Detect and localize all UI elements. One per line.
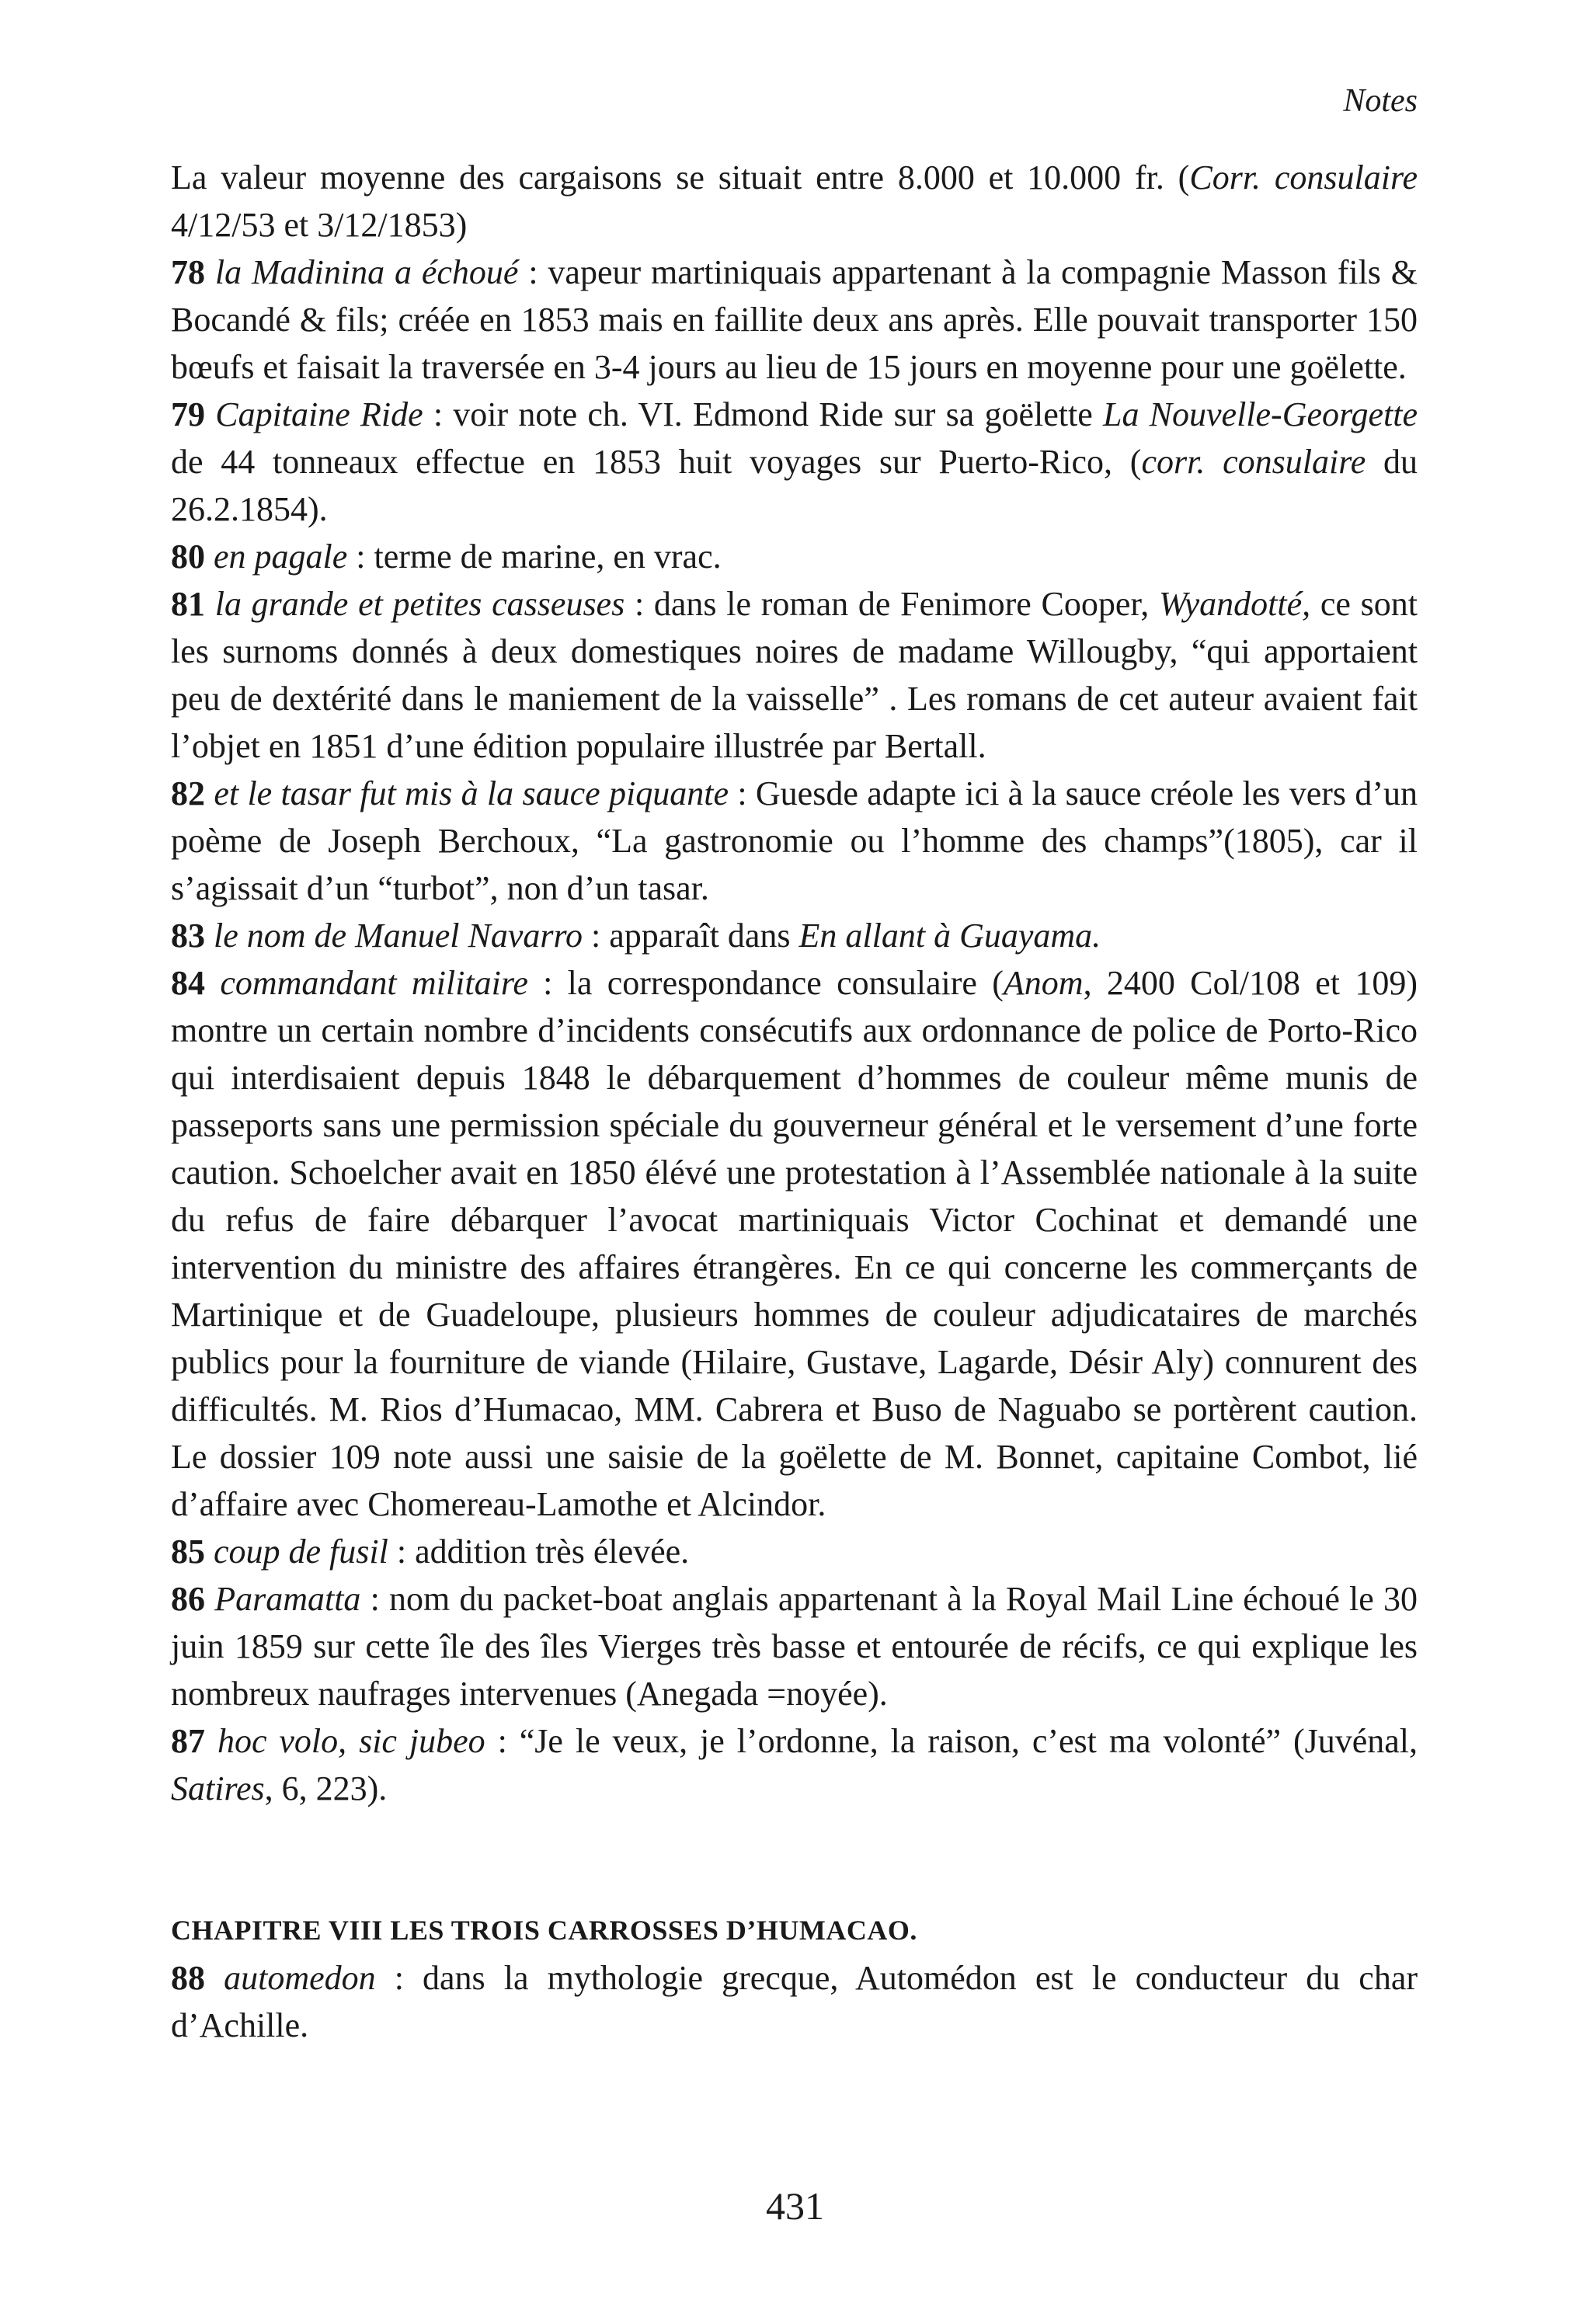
note-term: la grande et petites casseuses xyxy=(214,585,625,623)
note-term: automedon xyxy=(224,1959,376,1997)
note-83 xyxy=(171,912,1418,959)
note-text: : “Je le veux, je l’ordonne, la raison, c’est ma volonté” (Juvénal, xyxy=(485,1722,1418,1760)
note-number: 84 xyxy=(171,964,205,1002)
note-number: 85 xyxy=(171,1533,205,1571)
note-number: 81 xyxy=(171,585,205,623)
note-number: 82 xyxy=(171,774,205,812)
note-term: hoc volo, sic jubeo xyxy=(217,1722,485,1760)
note-italic: Satires xyxy=(171,1769,265,1807)
note-text: , 2400 Col/108 et 109) montre un certain nombre d’incidents consécutifs aux ordonnance de police de Porto-Rico qui interdisaient depuis 1848 le débarquement d’hommes de couleur même munis de passeports sans une permission spéciale du gouverneur général et le versement d’une forte caution. Schoelcher avait en 1850 élévé une protestation à l’Assemblée nationale à la suite du refus de faire débarquer l’avocat martiniquais Victor Cochinat et demandé une intervention du ministre des affaires étrangères. En ce qui concerne les commerçants de Martinique et de Guadeloupe, plusieurs hommes de couleur adjudicataires de marchés publics pour la fourniture de viande (Hilaire, Gustave, Lagarde, Désir Aly) connurent des difficultés. M. Rios d’Humacao, MM. Cabrera et Buso de Naguabo se portèrent caution. Le dossier 109 note aussi une saisie de la goëlette de M. Bonnet, capitaine Combot, lié d’affaire avec Chomereau-Lamothe et Alcindor. xyxy=(171,964,1418,1523)
note-text: : Guesde adapte ici à la sauce créole les vers d’un poème de Joseph Berchoux, “La gastronomie ou l’homme des champs”(1805), car il s’agissait d’un “turbot”, non d’un tasar. xyxy=(171,774,1418,907)
note-term: Capitaine Ride xyxy=(215,395,423,433)
note-term: en pagale xyxy=(214,538,348,576)
note-85 xyxy=(171,1528,1418,1575)
note-text: : nom du packet-boat anglais appartenant à la Royal Mail Line échoué le 30 juin 1859 sur cette île des îles Vierges très basse et entourée de récifs, ce qui explique les nombreux naufrages intervenues (Anegada =noyée). xyxy=(171,1580,1418,1713)
note-number: 87 xyxy=(171,1722,205,1760)
note-text: : la correspondance consulaire ( xyxy=(527,964,1004,1002)
note-text: ce sont les surnoms donnés à deux domestiques noires de madame Willougby, “qui apportaient peu de dextérité dans le maniement de la vaisselle” . Les romans de cet auteur avaient fait l’objet en 1851 d’une édition populaire illustrée par Bertall. xyxy=(171,585,1418,765)
section-gap xyxy=(171,1812,1418,1860)
note-italic: corr. consulaire xyxy=(1141,443,1366,481)
note-term: Paramatta xyxy=(214,1580,361,1618)
note-term: coup de fusil xyxy=(214,1533,388,1571)
note-81 xyxy=(171,580,1418,770)
intro-text-end: 4/12/53 et 3/12/1853) xyxy=(171,206,468,244)
page-number: 431 xyxy=(766,2184,824,2228)
note-82 xyxy=(171,770,1418,912)
note-84 xyxy=(171,959,1418,1528)
note-80 xyxy=(171,533,1418,580)
note-text: de 44 tonneaux effectue en 1853 huit voyages sur Puerto-Rico, ( xyxy=(171,443,1142,481)
note-number: 78 xyxy=(171,253,205,291)
note-number: 86 xyxy=(171,1580,205,1618)
note-text: : dans le roman de Fenimore Cooper, xyxy=(625,585,1160,623)
note-term: la Madinina a échoué xyxy=(214,253,519,291)
note-italic: Wyandotté, xyxy=(1159,585,1311,623)
note-78 xyxy=(171,249,1418,391)
note-number: 80 xyxy=(171,538,205,576)
note-79 xyxy=(171,391,1418,533)
note-term: commandant militaire xyxy=(220,964,528,1002)
note-87 xyxy=(171,1717,1418,1812)
note-text: du 26.2.1854). xyxy=(171,443,1418,528)
note-text: : vapeur martiniquais appartenant à la compagnie Masson fils & Bocandé & fils; créée en 1853 mais en faillite deux ans après. Elle pouvait transporter 150 bœufs et faisait la traversée en 3-4 jours au lieu de 15 jours en moyenne pour une goëlette. xyxy=(171,253,1418,386)
note-number: 83 xyxy=(171,917,205,955)
note-text: : dans la mythologie grecque, Automédon est le conducteur du char d’Achille. xyxy=(171,1959,1418,2044)
note-text: , 6, 223). xyxy=(264,1769,388,1807)
note-italic: La Nouvelle-Georgette xyxy=(1102,395,1418,433)
intro-text: La valeur moyenne des cargaisons se situait entre 8.000 et 10.000 fr. ( xyxy=(171,158,1190,197)
note-term: le nom de Manuel Navarro xyxy=(214,917,583,955)
note-text: : voir note ch. VI. Edmond Ride sur sa goëlette xyxy=(423,395,1103,433)
note-italic: En allant à Guayama. xyxy=(798,917,1101,955)
note-number: 79 xyxy=(171,395,205,433)
intro-paragraph xyxy=(171,154,1418,249)
note-88 xyxy=(171,1954,1418,2049)
note-number: 88 xyxy=(171,1959,205,1997)
note-term: et le tasar fut mis à la sauce piquante xyxy=(214,774,729,812)
notes-body xyxy=(171,154,1418,2049)
note-text: : apparaît dans xyxy=(582,917,799,955)
running-head: Notes xyxy=(1343,83,1418,119)
chapter-heading: CHAPITRE VIII LES TROIS CARROSSES D’HUMACAO. xyxy=(171,1915,917,1946)
note-italic: Anom xyxy=(1003,964,1084,1002)
intro-citation: Corr. consulaire xyxy=(1189,158,1418,197)
note-86 xyxy=(171,1575,1418,1717)
note-text: : addition très élevée. xyxy=(388,1533,690,1571)
note-text: : terme de marine, en vrac. xyxy=(347,538,722,576)
